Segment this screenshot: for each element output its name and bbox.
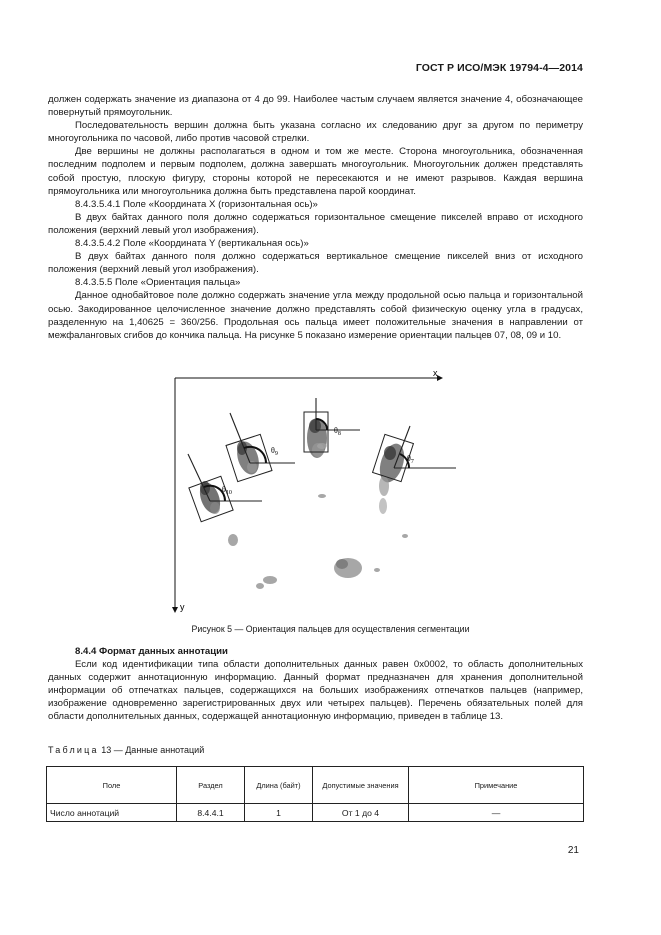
cell-note: — — [409, 804, 584, 822]
subsection-heading: 8.4.3.5.4.1 Поле «Координата X (горизонтальная ось)» — [75, 198, 318, 210]
finger-8 — [304, 398, 360, 458]
paragraph: Последовательность вершин должна быть указана согласно их следованию друг за другом по периметру многоугольника по часовой, либо против часовой стрелки. — [48, 120, 583, 145]
section-text — [48, 645, 583, 724]
header-field: Поле — [47, 767, 177, 804]
subsection-heading: 8.4.3.5.5 Поле «Ориентация пальца» — [75, 277, 241, 289]
cell-length: 1 — [245, 804, 313, 822]
paragraph: Данное однобайтовое поле должно содержать значение угла между продольной осью пальца и горизонтальной осью. Закодированное целочисленное значение должно представлять собой физическую оценку угла в градусах, разделенную на 1,40625 = 360/256. Продольная ось пальца имеет положительные значения в направлении от межфаланговых сгибов до кончика пальца. На рисунке 5 показано измерение ориентации пальцев 07, 08, 09 и 10. — [48, 290, 583, 341]
header-length: Длина (байт) — [245, 767, 313, 804]
finger-orientation-figure — [170, 368, 460, 618]
cell-values: От 1 до 4 — [313, 804, 409, 822]
theta-7: $\theta_7$ — [407, 454, 414, 465]
theta-10: $\theta_{10}$ — [222, 485, 232, 496]
paragraph: Если код идентификации типа области дополнительных данных равен 0x0002, то область дополнительных данных содержит аннотационную информацию. Данный формат предназначен для хранения дополнительной информации об отпечатках пальцев, содержащихся на больших изображениях отпечатков пальцев (например, изображение одновременно зарегистрированных двух или четырех пальцев). Перечень обязательных полей для области дополнительных данных, содержащей аннотационную информацию, приведен в таблице 13. — [48, 659, 583, 723]
body-text — [48, 93, 583, 342]
finger-9 — [226, 413, 295, 482]
x-axis-label: x — [433, 368, 438, 378]
annotation-table — [46, 766, 584, 822]
cell-field: Число аннотаций — [47, 804, 177, 822]
header-values: Допустимые значения — [313, 767, 409, 804]
figure-caption: Рисунок 5 — Ориентация пальцев для осуществления сегментации — [191, 624, 470, 634]
paragraph: Две вершины не должны располагаться в одном и том же месте. Сторона многоугольника, обозначенная последним подполем и первым подполем, должна завершать многоугольник. Многоугольник должен представлять собой простую, плоскую фигуру, стороны которой не пересекаются и не имеют разрывов. Каждая вершина прямоугольника или многоугольника должна быть представлена парой координат. — [48, 146, 583, 197]
theta-9: $\theta_9$ — [271, 446, 278, 457]
paragraph: должен содержать значение из диапазона от 4 до 99. Наиболее частым случаем является значение 4, обозначающее повернутый прямоугольник. — [48, 94, 583, 119]
table-row — [47, 804, 584, 822]
standard-header: ГОСТ Р ИСО/МЭК 19794-4—2014 — [415, 62, 583, 74]
paragraph: В двух байтах данного поля должно содержаться вертикальное смещение пикселей вниз от исходного положения (верхний левый угол изображения). — [48, 251, 583, 276]
page-number: 21 — [567, 845, 579, 856]
paragraph: В двух байтах данного поля должно содержаться горизонтальное смещение пикселей вправо от исходного положения (верхний левый угол изображения). — [48, 211, 583, 236]
subsection-heading: 8.4.3.5.4.2 Поле «Координата Y (вертикальная ось)» — [75, 238, 309, 250]
header-note: Примечание — [409, 767, 584, 804]
section-title: 8.4.4 Формат данных аннотации — [75, 646, 228, 657]
cell-section: 8.4.4.1 — [177, 804, 245, 822]
theta-8: $\theta_8$ — [334, 426, 341, 437]
finger-7 — [373, 426, 456, 514]
table-header-row — [47, 767, 584, 804]
y-axis-label: y — [180, 602, 185, 612]
table-title: Таблица 13 — Данные аннотаций — [48, 745, 205, 755]
header-section: Раздел — [177, 767, 245, 804]
